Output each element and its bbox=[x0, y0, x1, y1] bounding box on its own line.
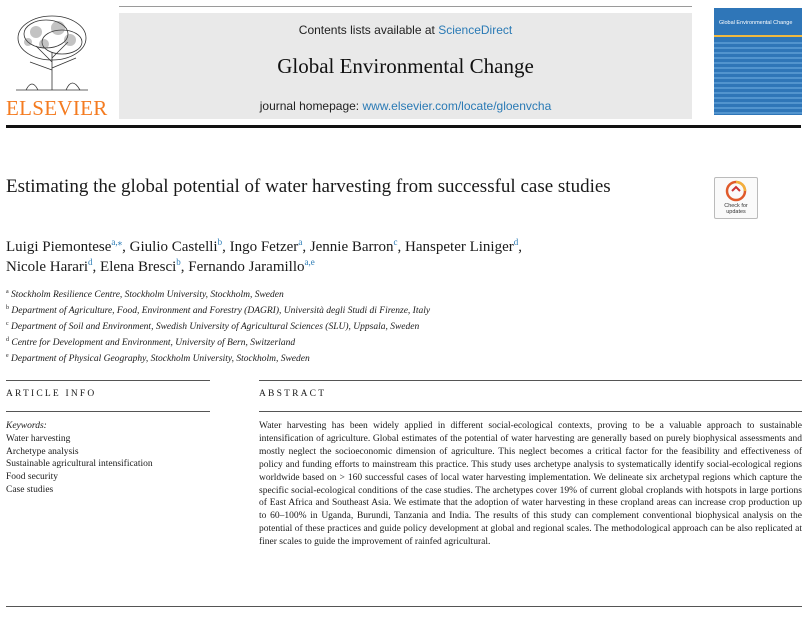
check-updates-icon bbox=[715, 178, 757, 202]
sciencedirect-link[interactable]: ScienceDirect bbox=[438, 23, 513, 37]
cover-pattern bbox=[714, 42, 802, 115]
article-title: Estimating the global potential of water harvesting from successful case studies bbox=[6, 176, 611, 197]
contents-prefix: Contents lists available at bbox=[298, 23, 439, 37]
keywords-block bbox=[6, 420, 206, 497]
homepage-line bbox=[119, 99, 692, 113]
header-rule bbox=[6, 125, 801, 128]
affiliation: $^b$ Department of Agriculture, Food, Environment and Forestry (DAGRI), Università degli Studi di Firenze, Italy bbox=[6, 304, 431, 317]
article-info-rule bbox=[6, 411, 210, 412]
author[interactable]: Hanspeter Liniger$^d$ bbox=[405, 237, 519, 255]
author[interactable]: Jennie Barron$^c$ bbox=[309, 237, 398, 255]
check-updates-label: Check for updates bbox=[724, 203, 748, 215]
abstract-text: Water harvesting has been widely applied in different social-ecological contexts, proving to be a valuable approach to sustainable intensification of agriculture. Global estimates of the potential of water harvesting are generally based on purely biophysical assessments and mostly neglect the socioeconomic dimension of agriculture. This neglect becomes a critical factor for the feasibility and effectiveness of policy and funding efforts to mainstream this practice. This study uses archetype analysis to systematically identify social-ecological regions worldwide based on > 160 successful cases of local water harvesting implementation. We delineate six archetypal regions which capture the specific social-ecological conditions of the case studies. The archetypes cover 19% of current global croplands with hotspots in large portions of East Africa and Southeast Asia. We estimate that the adoption of water harvesting in these cropland areas can increase crop production up to 60–100% in Uganda, Burundi, Tanzania and India. The results of this study can complement conventional biophysical analysis on the potential of these practices and guide policy development at global and regional scales. The methodological approach can be also replicated at finer scales to guide the improvement of rainfed agricultural. bbox=[259, 421, 802, 548]
journal-cover-thumbnail[interactable] bbox=[714, 8, 802, 115]
contents-line bbox=[119, 23, 692, 37]
keyword: Water harvesting bbox=[6, 433, 71, 444]
publisher-name: ELSEVIER bbox=[6, 96, 108, 120]
keyword: Archetype analysis bbox=[6, 446, 79, 457]
homepage-prefix: journal homepage: bbox=[259, 99, 363, 113]
journal-banner bbox=[119, 13, 692, 119]
banner-top-rule bbox=[119, 6, 692, 7]
author[interactable]: Luigi Piemontese$^{a,⁎}$ bbox=[6, 237, 123, 255]
author[interactable]: Fernando Jaramillo$^{a,e}$ bbox=[188, 257, 315, 275]
keyword: Food security bbox=[6, 472, 58, 483]
bottom-rule bbox=[6, 606, 802, 607]
affiliation: $^e$ Department of Physical Geography, Stockholm University, Stockholm, Sweden bbox=[6, 352, 310, 364]
author-list: Luigi Piemontese$^{a,⁎}$, Giulio Castelli$^b$, Ingo Fetzer$^a$, Jennie Barron$^c$, Hanspeter Liniger$^d$, Nicole Harari$^d$, Elena Bresci$^b$, Fernando Jaramillo$^{a,e}$ bbox=[6, 237, 523, 275]
keywords-label: Keywords: bbox=[6, 421, 47, 431]
cover-title: Global Environmental Change bbox=[719, 20, 793, 26]
abstract-top-rule bbox=[259, 380, 802, 381]
journal-title[interactable]: Global Environmental Change bbox=[277, 54, 534, 78]
homepage-link[interactable]: www.elsevier.com/locate/gloenvcha bbox=[362, 99, 552, 113]
affiliation: $^d$ Centre for Development and Environment, University of Bern, Switzerland bbox=[6, 336, 296, 349]
affiliation: $^c$ Department of Soil and Environment, Swedish University of Agricultural Sciences (SLU), Uppsala, Sweden bbox=[6, 320, 420, 333]
elsevier-logo[interactable] bbox=[6, 12, 108, 120]
author[interactable]: Ingo Fetzer$^a$ bbox=[229, 237, 303, 255]
abstract-rule bbox=[259, 411, 802, 412]
affiliation: $^a$ Stockholm Resilience Centre, Stockholm University, Stockholm, Sweden bbox=[6, 289, 284, 301]
article-info-top-rule bbox=[6, 380, 210, 381]
author[interactable]: Nicole Harari$^d$ bbox=[6, 257, 93, 275]
article-info-heading: ARTICLE INFO bbox=[6, 389, 97, 399]
author[interactable]: Elena Bresci$^b$ bbox=[100, 257, 181, 275]
elsevier-tree-icon bbox=[6, 12, 98, 94]
abstract-heading: ABSTRACT bbox=[259, 389, 327, 399]
keyword: Sustainable agricultural intensification bbox=[6, 459, 153, 470]
cover-stripe bbox=[714, 35, 802, 37]
affiliation-list bbox=[6, 286, 706, 366]
check-for-updates-button[interactable] bbox=[714, 177, 758, 219]
author[interactable]: Giulio Castelli$^b$ bbox=[129, 237, 223, 255]
keyword: Case studies bbox=[6, 484, 54, 495]
